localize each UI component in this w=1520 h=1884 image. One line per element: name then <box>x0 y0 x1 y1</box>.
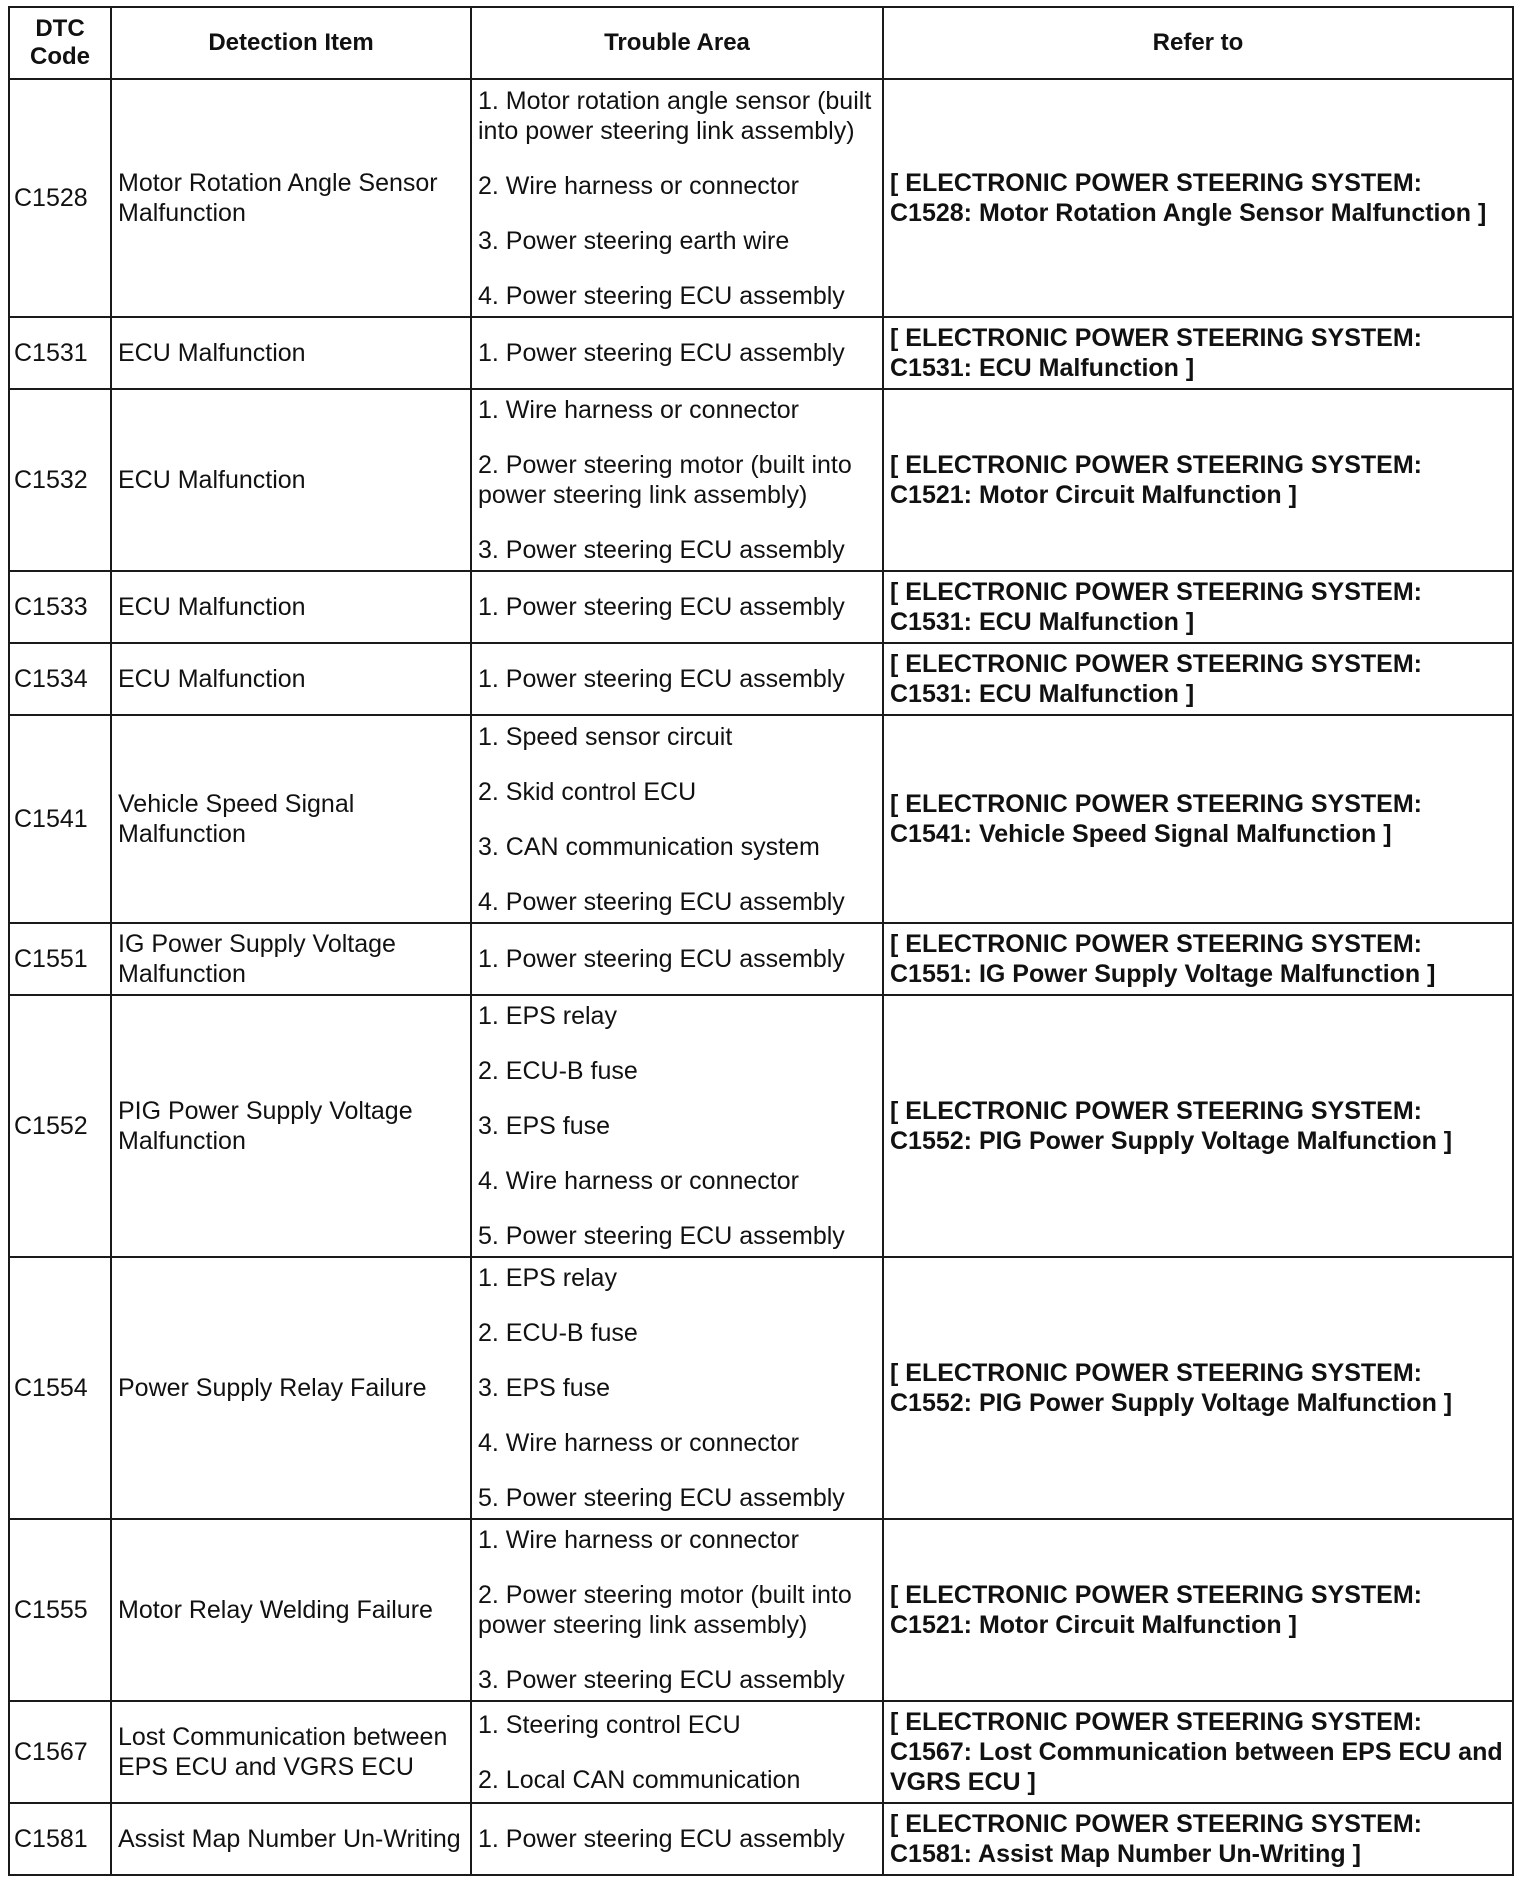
refer-to-link[interactable] <box>883 715 1513 923</box>
refer-to-line: [ ELECTRONIC POWER STEERING SYSTEM: <box>890 650 1422 678</box>
dtc-code-cell: C1555 <box>9 1519 111 1701</box>
trouble-area-list <box>478 395 876 565</box>
dtc-code-cell: C1533 <box>9 571 111 643</box>
trouble-area-list <box>478 592 876 622</box>
trouble-area-list <box>478 944 876 974</box>
refer-to-line: C1521: Motor Circuit Malfunction ] <box>890 481 1297 509</box>
refer-to-line: [ ELECTRONIC POWER STEERING SYSTEM: <box>890 930 1422 958</box>
dtc-table <box>8 6 1514 1876</box>
refer-to-link[interactable] <box>883 923 1513 995</box>
refer-to-line: C1531: ECU Malfunction ] <box>890 608 1195 636</box>
trouble-area-cell <box>471 1701 883 1803</box>
refer-to-line: C1552: PIG Power Supply Voltage Malfunction ] <box>890 1127 1453 1155</box>
trouble-area-item: 2. Skid control ECU <box>478 777 697 806</box>
refer-to-link[interactable] <box>883 79 1513 317</box>
detection-item-cell: ECU Malfunction <box>111 317 471 389</box>
detection-item-cell: Lost Communication between EPS ECU and VGRS ECU <box>111 1701 471 1803</box>
refer-to-link[interactable] <box>883 571 1513 643</box>
trouble-area-item: 2. ECU-B fuse <box>478 1057 638 1085</box>
detection-item-cell: ECU Malfunction <box>111 571 471 643</box>
refer-to-line: [ ELECTRONIC POWER STEERING SYSTEM: <box>890 1708 1422 1736</box>
trouble-area-list <box>478 86 876 311</box>
table-row <box>9 923 1513 995</box>
trouble-area-list <box>478 1525 876 1695</box>
refer-to-line: [ ELECTRONIC POWER STEERING SYSTEM: <box>890 169 1422 197</box>
trouble-area-item: 3. Power steering ECU assembly <box>478 536 845 564</box>
trouble-area-item: 1. Speed sensor circuit <box>478 722 733 751</box>
dtc-code-cell: C1534 <box>9 643 111 715</box>
refer-to-link[interactable] <box>883 995 1513 1257</box>
trouble-area-item: 2. Local CAN communication <box>478 1765 801 1794</box>
detection-item-cell: ECU Malfunction <box>111 643 471 715</box>
table-row <box>9 389 1513 571</box>
refer-to-link[interactable] <box>883 643 1513 715</box>
trouble-area-cell <box>471 1519 883 1701</box>
dtc-code-cell: C1551 <box>9 923 111 995</box>
header-dtc-code: DTC Code <box>9 7 111 79</box>
refer-to-line: C1541: Vehicle Speed Signal Malfunction ] <box>890 820 1392 848</box>
table-row <box>9 1803 1513 1875</box>
refer-to-link[interactable] <box>883 1519 1513 1701</box>
trouble-area-item: 3. Power steering earth wire <box>478 226 790 255</box>
detection-item-cell: Assist Map Number Un-Writing <box>111 1803 471 1875</box>
trouble-area-item: 2. ECU-B fuse <box>478 1319 638 1347</box>
trouble-area-item: 1. Wire harness or connector <box>478 1526 799 1554</box>
trouble-area-item: 1. EPS relay <box>478 1002 617 1030</box>
dtc-code-cell: C1554 <box>9 1257 111 1519</box>
trouble-area-list <box>478 722 876 917</box>
trouble-area-list <box>478 338 876 368</box>
refer-to-line: [ ELECTRONIC POWER STEERING SYSTEM: <box>890 1359 1422 1387</box>
detection-item-cell: PIG Power Supply Voltage Malfunction <box>111 995 471 1257</box>
trouble-area-item: 2. Power steering motor (built into power steering link assembly) <box>478 1581 852 1639</box>
refer-to-line: [ ELECTRONIC POWER STEERING SYSTEM: <box>890 1810 1422 1838</box>
detection-item-cell: Power Supply Relay Failure <box>111 1257 471 1519</box>
trouble-area-item: 1. Power steering ECU assembly <box>478 593 845 621</box>
table-row <box>9 571 1513 643</box>
trouble-area-cell <box>471 715 883 923</box>
trouble-area-list <box>478 1824 876 1854</box>
table-row <box>9 1519 1513 1701</box>
trouble-area-item: 5. Power steering ECU assembly <box>478 1222 845 1250</box>
refer-to-line: C1552: PIG Power Supply Voltage Malfunction ] <box>890 1389 1453 1417</box>
refer-to-link[interactable] <box>883 317 1513 389</box>
detection-item-cell: Vehicle Speed Signal Malfunction <box>111 715 471 923</box>
trouble-area-cell <box>471 317 883 389</box>
trouble-area-cell <box>471 643 883 715</box>
table-body <box>9 79 1513 1875</box>
trouble-area-list <box>478 1263 876 1513</box>
trouble-area-list <box>478 664 876 694</box>
trouble-area-cell <box>471 923 883 995</box>
header-detection-item: Detection Item <box>111 7 471 79</box>
table-row <box>9 1257 1513 1519</box>
trouble-area-list <box>478 1001 876 1251</box>
trouble-area-item: 4. Power steering ECU assembly <box>478 281 845 310</box>
table-row <box>9 643 1513 715</box>
refer-to-link[interactable] <box>883 389 1513 571</box>
trouble-area-item: 1. Wire harness or connector <box>478 396 799 424</box>
header-trouble-area: Trouble Area <box>471 7 883 79</box>
table-header <box>9 7 1513 79</box>
table-row <box>9 1701 1513 1803</box>
dtc-code-cell: C1532 <box>9 389 111 571</box>
refer-to-link[interactable] <box>883 1803 1513 1875</box>
refer-to-line: C1521: Motor Circuit Malfunction ] <box>890 1611 1297 1639</box>
refer-to-line: [ ELECTRONIC POWER STEERING SYSTEM: <box>890 324 1422 352</box>
detection-item-cell: IG Power Supply Voltage Malfunction <box>111 923 471 995</box>
refer-to-link[interactable] <box>883 1257 1513 1519</box>
refer-to-line: [ ELECTRONIC POWER STEERING SYSTEM: <box>890 1581 1422 1609</box>
trouble-area-item: 2. Power steering motor (built into power steering link assembly) <box>478 451 852 509</box>
trouble-area-cell <box>471 1803 883 1875</box>
trouble-area-item: 1. Power steering ECU assembly <box>478 339 845 367</box>
refer-to-line: [ ELECTRONIC POWER STEERING SYSTEM: <box>890 790 1422 818</box>
dtc-code-cell: C1552 <box>9 995 111 1257</box>
refer-to-line: C1531: ECU Malfunction ] <box>890 680 1195 708</box>
table-row <box>9 317 1513 389</box>
trouble-area-item: 3. CAN communication system <box>478 832 820 861</box>
refer-to-line: C1581: Assist Map Number Un-Writing ] <box>890 1840 1361 1868</box>
detection-item-cell: ECU Malfunction <box>111 389 471 571</box>
trouble-area-item: 1. Steering control ECU <box>478 1710 741 1739</box>
trouble-area-item: 1. Motor rotation angle sensor (built into power steering link assembly) <box>478 86 872 145</box>
table-row <box>9 79 1513 317</box>
trouble-area-item: 2. Wire harness or connector <box>478 171 799 200</box>
trouble-area-item: 1. Power steering ECU assembly <box>478 1825 845 1853</box>
dtc-code-cell: C1531 <box>9 317 111 389</box>
refer-to-line: C1551: IG Power Supply Voltage Malfunction ] <box>890 960 1436 988</box>
dtc-code-cell: C1528 <box>9 79 111 317</box>
trouble-area-item: 1. Power steering ECU assembly <box>478 945 845 973</box>
dtc-code-cell: C1541 <box>9 715 111 923</box>
refer-to-line: C1567: Lost Communication between EPS ECU and VGRS ECU ] <box>890 1738 1503 1796</box>
dtc-code-cell: C1567 <box>9 1701 111 1803</box>
refer-to-link[interactable] <box>883 1701 1513 1803</box>
refer-to-line: [ ELECTRONIC POWER STEERING SYSTEM: <box>890 1097 1422 1125</box>
trouble-area-item: 3. EPS fuse <box>478 1374 611 1402</box>
trouble-area-item: 3. EPS fuse <box>478 1112 611 1140</box>
refer-to-line: [ ELECTRONIC POWER STEERING SYSTEM: <box>890 451 1422 479</box>
detection-item-cell: Motor Rotation Angle Sensor Malfunction <box>111 79 471 317</box>
trouble-area-list <box>478 1710 876 1795</box>
trouble-area-cell <box>471 1257 883 1519</box>
detection-item-cell: Motor Relay Welding Failure <box>111 1519 471 1701</box>
trouble-area-item: 4. Wire harness or connector <box>478 1167 799 1195</box>
trouble-area-cell <box>471 389 883 571</box>
trouble-area-item: 1. EPS relay <box>478 1264 617 1292</box>
trouble-area-item: 1. Power steering ECU assembly <box>478 665 845 693</box>
header-refer-to: Refer to <box>883 7 1513 79</box>
trouble-area-item: 3. Power steering ECU assembly <box>478 1666 845 1694</box>
table-row <box>9 995 1513 1257</box>
trouble-area-item: 5. Power steering ECU assembly <box>478 1484 845 1512</box>
header-row <box>9 7 1513 79</box>
trouble-area-cell <box>471 995 883 1257</box>
dtc-code-cell: C1581 <box>9 1803 111 1875</box>
table-row <box>9 715 1513 923</box>
trouble-area-cell <box>471 571 883 643</box>
refer-to-line: C1528: Motor Rotation Angle Sensor Malfunction ] <box>890 199 1487 227</box>
trouble-area-item: 4. Wire harness or connector <box>478 1429 799 1457</box>
refer-to-line: C1531: ECU Malfunction ] <box>890 354 1195 382</box>
trouble-area-cell <box>471 79 883 317</box>
trouble-area-item: 4. Power steering ECU assembly <box>478 887 845 916</box>
refer-to-line: [ ELECTRONIC POWER STEERING SYSTEM: <box>890 578 1422 606</box>
